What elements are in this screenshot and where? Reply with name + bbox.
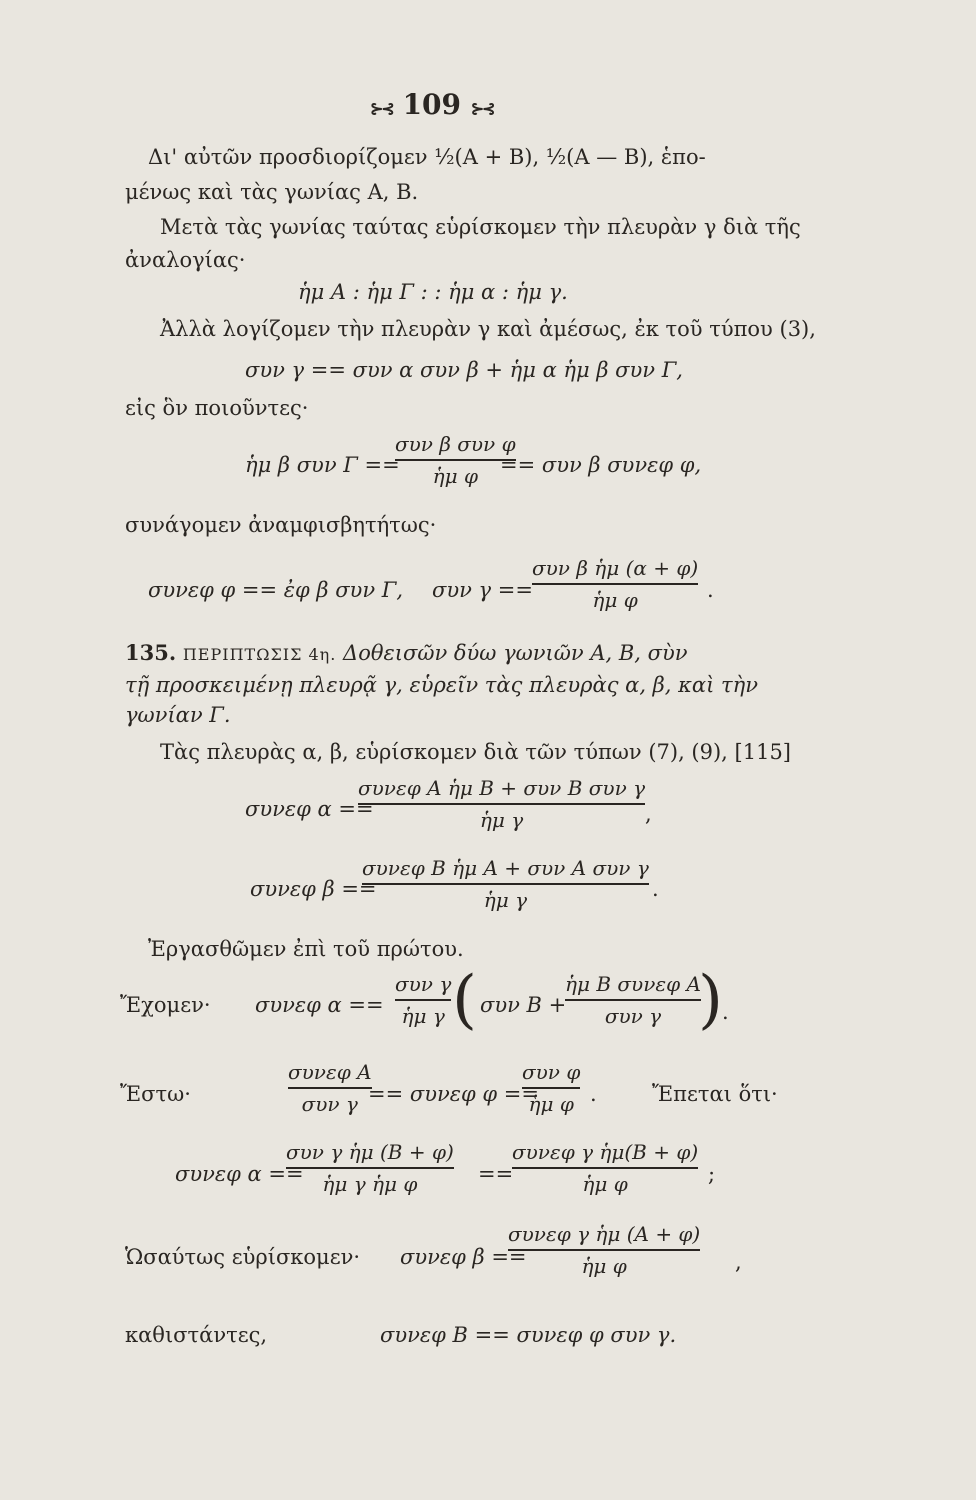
text-line-1: Δι' αὐτῶν προσδιορίζομεν ½(Α + Β), ½(Α — Β), ἑπο- <box>148 145 706 169</box>
fraction-4-num: συνεφ Β ἡμ Α + συν Α συν γ <box>362 856 649 880</box>
formula-20-c: Ἔπεται ὅτι· <box>652 1082 778 1106</box>
punct-period-3: . <box>722 1000 729 1024</box>
section-number: 135. <box>125 640 177 665</box>
formula-19-b: συνεφ α == <box>255 993 384 1017</box>
fraction-11-bar <box>508 1249 700 1251</box>
fraction-10-bar <box>512 1167 698 1169</box>
fraction-11 <box>508 1222 700 1278</box>
punct-period-1: . <box>707 578 714 602</box>
formula-21-lhs: συνεφ α == <box>175 1162 304 1186</box>
fraction-7-bar <box>288 1087 372 1089</box>
text-line-10: συνάγομεν ἀναμφισβητήτως· <box>125 513 437 537</box>
text-line-15: Τὰς πλευρὰς α, β, εὑρίσκομεν διὰ τῶν τύπων (7), (9), [115] <box>160 740 791 764</box>
formula-22-a: Ὡσαύτως εὑρίσκομεν· <box>125 1245 361 1269</box>
text-line-2: μένως καὶ τὰς γωνίας Α, Β. <box>125 180 419 204</box>
fraction-6-bar <box>565 999 701 1001</box>
fraction-9-num: συν γ ἡμ (Β + φ) <box>286 1140 454 1164</box>
formula-17-lhs: συνεφ β == <box>250 877 377 901</box>
fraction-8-num: συν φ <box>522 1060 581 1084</box>
formula-cosine-rule: συν γ == συν α συν β + ἡμ α ἡμ β συν Γ, <box>245 358 683 382</box>
section-title: ΠΕΡΙΠΤΩΣΙΣ 4η. <box>182 645 337 664</box>
formula-19-a: Ἔχομεν· <box>120 993 211 1017</box>
fraction-10-den: ἡμ φ <box>582 1172 628 1196</box>
fraction-1 <box>395 432 516 488</box>
fraction-5 <box>395 972 451 1028</box>
fraction-11-den: ἡμ φ <box>581 1254 627 1278</box>
fraction-7 <box>288 1060 372 1116</box>
formula-9-lhs: ἡμ β συν Γ == <box>245 453 400 477</box>
fraction-5-bar <box>395 999 451 1001</box>
punct-comma-1: , <box>645 802 652 826</box>
fraction-4 <box>362 856 649 912</box>
formula-20-b: == συνεφ φ == <box>368 1082 539 1106</box>
formula-11-b: συν γ == <box>432 578 533 602</box>
formula-proportion: ἡμ Α : ἡμ Γ : : ἡμ α : ἡμ γ. <box>298 280 568 304</box>
fraction-3-bar <box>358 803 645 805</box>
formula-19-c: συν Β + <box>480 993 567 1017</box>
ornament-right-icon: ⊱⊰ <box>470 99 494 118</box>
formula-20-a: Ἔστω· <box>120 1082 191 1106</box>
text-line-6: Ἀλλὰ λογίζομεν τὴν πλευρὰν γ καὶ ἀμέσως, ἐκ τοῦ τύπου (3), <box>160 317 816 341</box>
punct-period-2: . <box>652 877 659 901</box>
section-135-heading <box>125 640 688 665</box>
fraction-1-bar <box>395 459 516 461</box>
fraction-9 <box>286 1140 454 1196</box>
punct-semicolon: ; <box>708 1162 716 1186</box>
fraction-8-bar <box>522 1087 580 1089</box>
text-line-18: Ἐργασθῶμεν ἐπὶ τοῦ πρώτου. <box>148 937 464 961</box>
fraction-2-num: συν β ἡμ (α + φ) <box>532 556 699 580</box>
text-line-8: εἰς ὃν ποιοῦντες· <box>125 396 309 420</box>
formula-22-b: συνεφ β == <box>400 1245 527 1269</box>
fraction-6 <box>565 972 701 1028</box>
fraction-7-den: συν γ <box>301 1092 358 1116</box>
section-statement: Δοθεισῶν δύω γωνιῶν Α, Β, σὺν <box>343 641 688 665</box>
fraction-3 <box>358 776 645 832</box>
fraction-10 <box>512 1140 698 1196</box>
punct-comma-2: , <box>735 1250 742 1274</box>
fraction-2-den: ἡμ φ <box>592 588 638 612</box>
text-line-3: Μετὰ τὰς γωνίας ταύτας εὑρίσκομεν τὴν πλευρὰν γ διὰ τῆς <box>160 215 801 239</box>
fraction-8-den: ἡμ φ <box>528 1092 574 1116</box>
formula-9-rhs: == συν β συνεφ φ, <box>500 453 702 477</box>
punct-period-4: . <box>590 1082 597 1106</box>
fraction-8 <box>522 1060 580 1116</box>
fraction-6-num: ἡμ Β συνεφ Α <box>565 972 701 996</box>
formula-23-a: καθιστάντες, <box>125 1323 268 1347</box>
fraction-10-num: συνεφ γ ἡμ(Β + φ) <box>512 1140 699 1164</box>
formula-21-mid: == <box>478 1162 514 1186</box>
fraction-4-bar <box>362 883 649 885</box>
fraction-4-den: ἡμ γ <box>483 888 528 912</box>
paren-right-icon: ) <box>698 963 723 1037</box>
page-header <box>370 88 494 121</box>
fraction-9-bar <box>286 1167 454 1169</box>
page-number: 109 <box>402 88 462 121</box>
text-line-4: ἀναλογίας· <box>125 248 246 272</box>
fraction-9-den: ἡμ γ ἡμ φ <box>322 1172 418 1196</box>
ornament-left-icon: ⊱⊰ <box>370 99 393 118</box>
text-line-14: γωνίαν Γ. <box>125 703 231 727</box>
fraction-2 <box>532 556 698 612</box>
formula-11-a: συνεφ φ == ἐφ β συν Γ, <box>148 578 404 602</box>
fraction-3-den: ἡμ γ <box>479 808 524 832</box>
paren-left-icon: ( <box>452 963 477 1037</box>
formula-23-b: συνεφ Β == συνεφ φ συν γ. <box>380 1323 677 1347</box>
fraction-1-den: ἡμ φ <box>432 464 478 488</box>
fraction-2-bar <box>532 583 698 585</box>
fraction-5-num: συν γ <box>395 972 452 996</box>
formula-16-lhs: συνεφ α == <box>245 797 374 821</box>
fraction-1-num: συν β συν φ <box>395 432 516 456</box>
fraction-7-num: συνεφ Α <box>288 1060 372 1084</box>
fraction-5-den: ἡμ γ <box>401 1004 445 1028</box>
fraction-11-num: συνεφ γ ἡμ (Α + φ) <box>508 1222 701 1246</box>
text-line-13: τῇ προσκειμένῃ πλευρᾷ γ, εὑρεῖν τὰς πλευρὰς α, β, καὶ τὴν <box>125 673 758 697</box>
fraction-6-den: συν γ <box>604 1004 662 1028</box>
fraction-3-num: συνεφ Α ἡμ Β + συν Β συν γ <box>358 776 646 800</box>
